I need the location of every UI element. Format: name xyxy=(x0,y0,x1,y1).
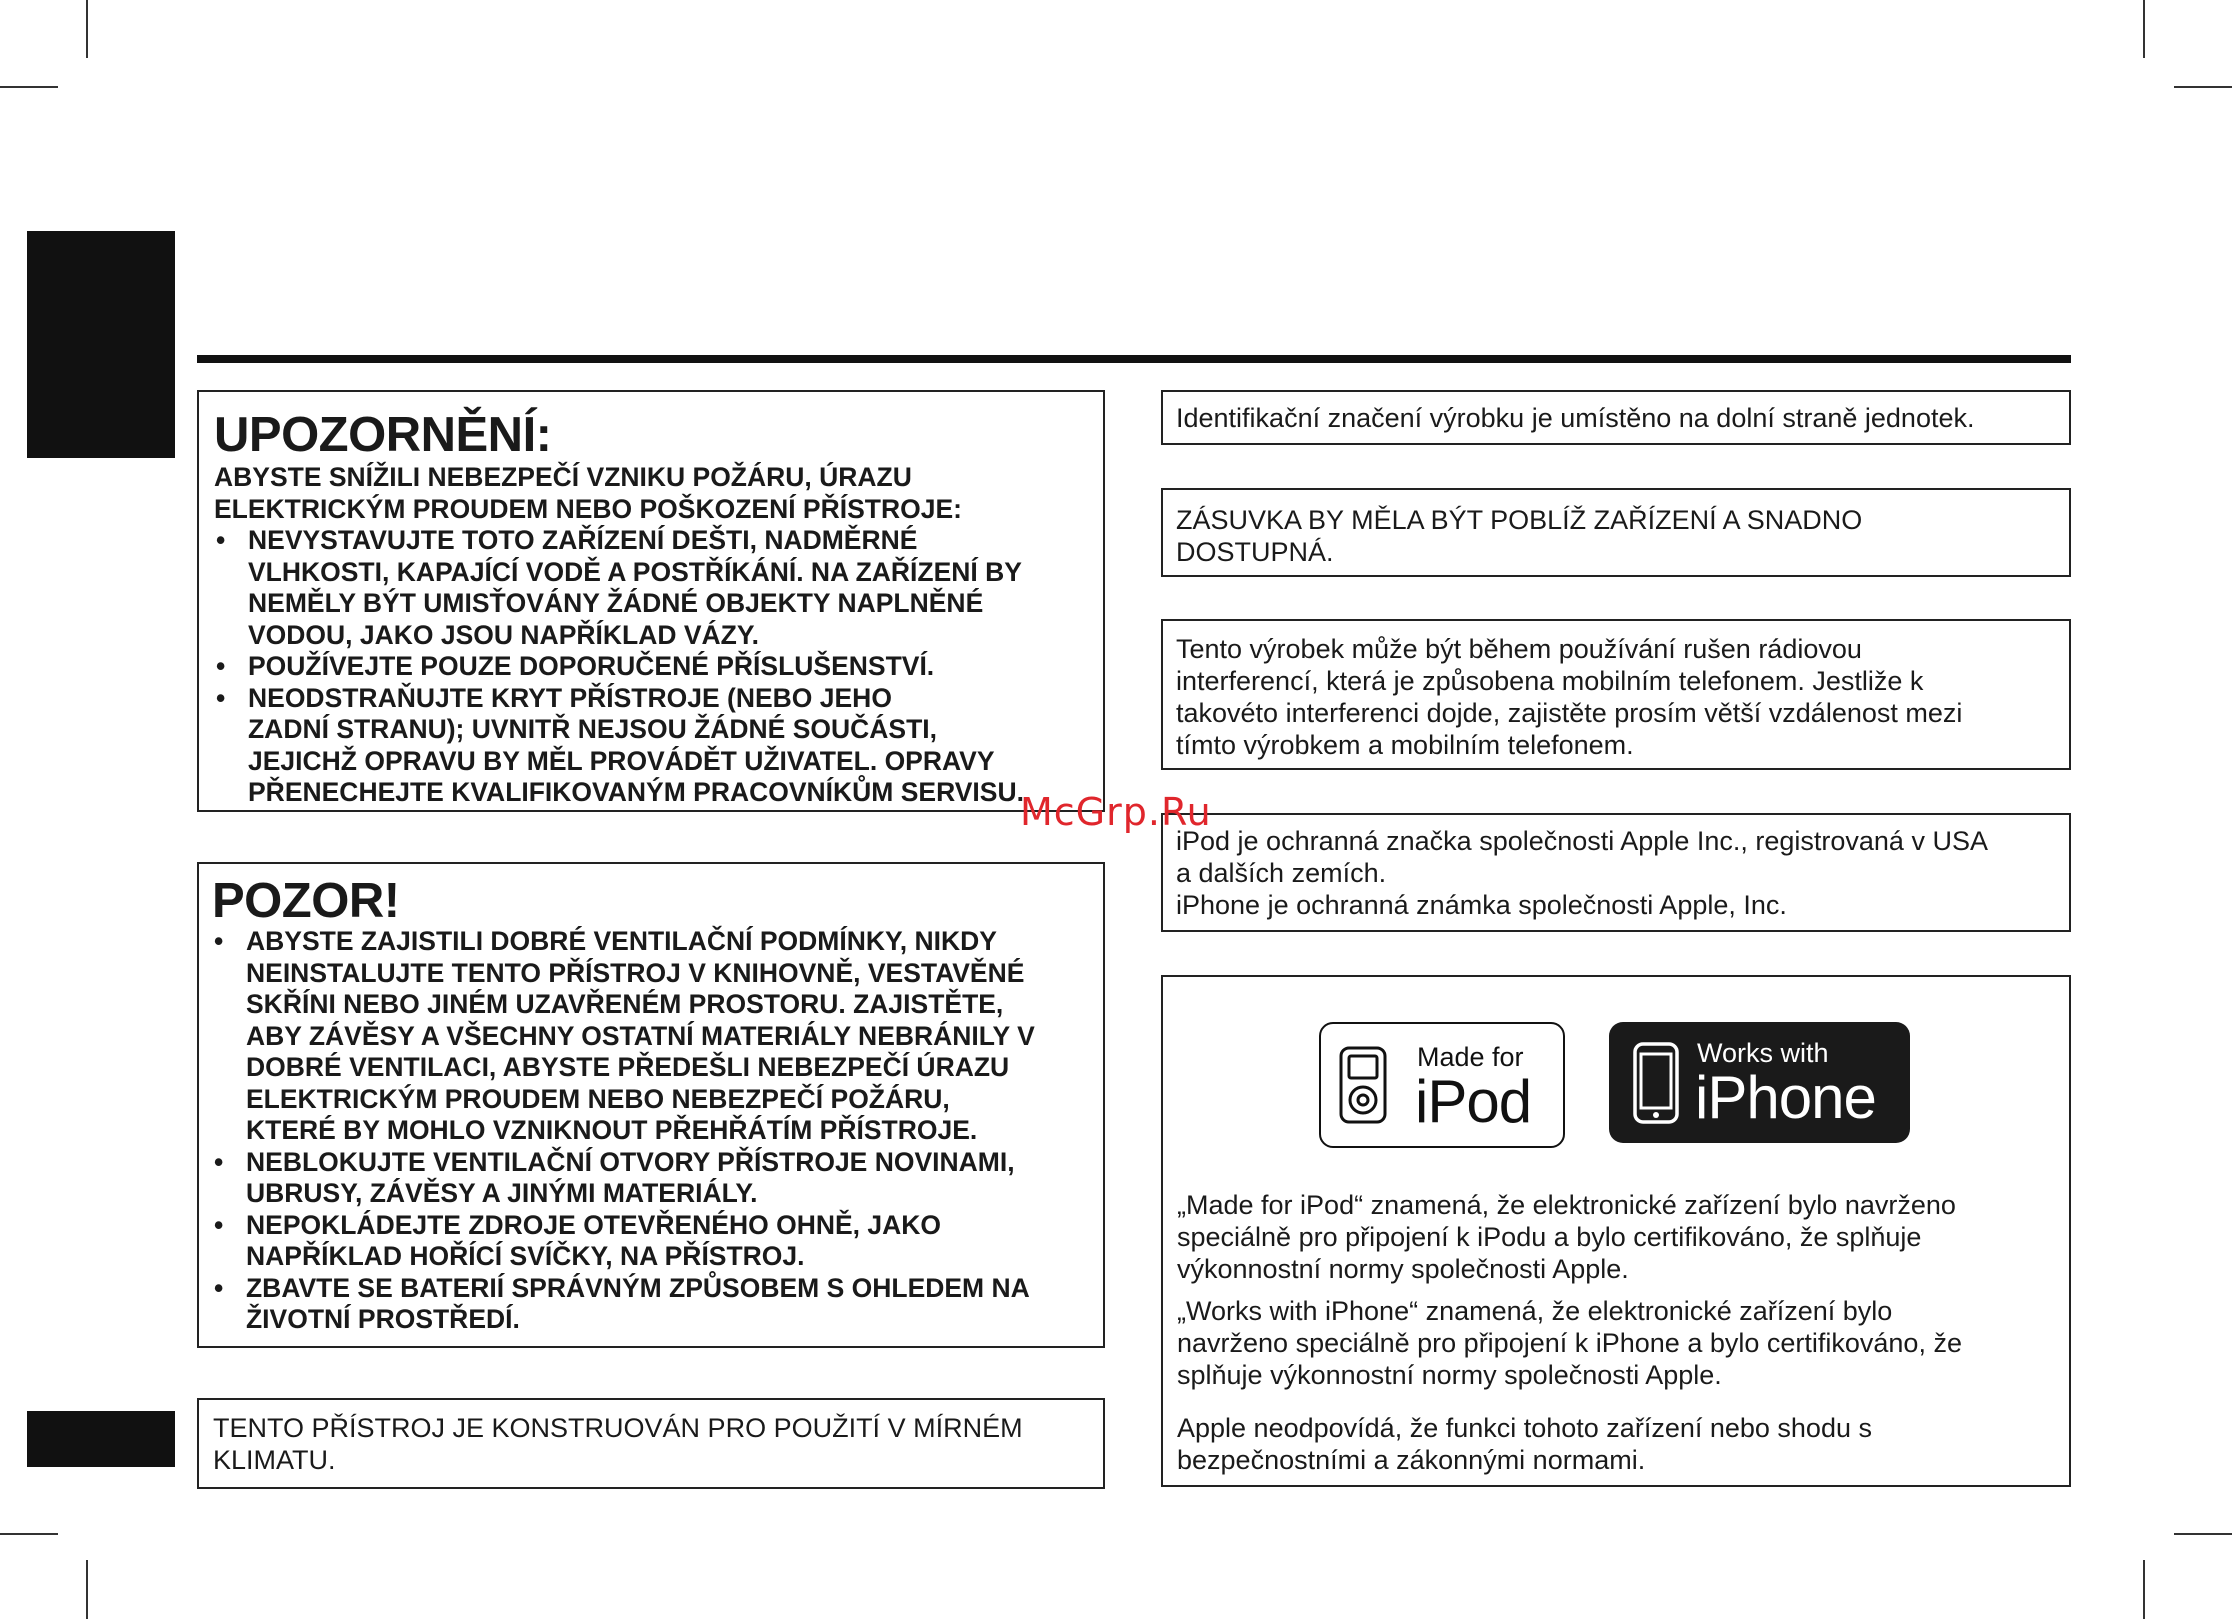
bullet-line: NEMĚLY BÝT UMISŤOVÁNY ŽÁDNÉ OBJEKTY NAPLNĚNÉ xyxy=(248,588,984,618)
iphone-logo-small: Works with xyxy=(1697,1038,1829,1068)
interference-line: takovéto interferenci dojde, zajistěte prosím větší vzdálenost mezi xyxy=(1176,698,1963,728)
bullet-line: • ZBAVTE SE BATERIÍ SPRÁVNÝM ZPŮSOBEM S OHLEDEM NA xyxy=(246,1272,1030,1303)
bullet-line: ELEKTRICKÝM PROUDEM NEBO NEBEZPEČÍ POŽÁRU, xyxy=(246,1083,950,1114)
bullet-line: ABY ZÁVĚSY A VŠECHNY OSTATNÍ MATERIÁLY NEBRÁNILY V xyxy=(246,1020,1035,1051)
identification-text: Identifikační značení výrobku je umístěno na dolní straně jednotek. xyxy=(1176,403,1975,433)
works-with-line: splňuje výkonnostní normy společnosti Apple. xyxy=(1177,1360,1722,1390)
crop-mark xyxy=(0,1533,58,1535)
trademark-line: iPod je ochranná značka společnosti Apple Inc., registrovaná v USA xyxy=(1176,826,1988,856)
trademark-box xyxy=(1161,813,2071,932)
climate-line: KLIMATU. xyxy=(213,1445,336,1475)
interference-line: interferencí, která je způsobena mobilním telefonem. Jestliže k xyxy=(1176,666,1924,696)
watermark: McGrp.Ru xyxy=(1020,790,1212,834)
warning-intro-line: ELEKTRICKÝM PROUDEM NEBO POŠKOZENÍ PŘÍSTROJE: xyxy=(214,493,962,524)
interference-box xyxy=(1161,619,2071,770)
trademark-line: iPhone je ochranná známka společnosti Apple, Inc. xyxy=(1176,890,1787,920)
warning-bullet xyxy=(214,525,1103,651)
bullet-line: KTERÉ BY MOHLO VZNIKNOUT PŘEHŘÁTÍM PŘÍSTROJE. xyxy=(246,1115,978,1145)
bullet-line: • NEVYSTAVUJTE TOTO ZAŘÍZENÍ DEŠTI, NADMĚRNÉ xyxy=(248,525,918,555)
header-rule xyxy=(197,355,2071,363)
caution-bullet xyxy=(212,1273,1103,1336)
crop-mark xyxy=(2143,1560,2145,1619)
bullet-line: • ABYSTE ZAJISTILI DOBRÉ VENTILAČNÍ PODMÍNKY, NIKDY xyxy=(246,926,997,956)
bullet-line: SKŘÍNI NEBO JINÉM UZAVŘENÉM PROSTORU. ZAJISTĚTE, xyxy=(246,989,1004,1019)
crop-mark xyxy=(2143,0,2145,58)
disclaimer-line: bezpečnostními a zákonnými normami. xyxy=(1177,1445,1646,1475)
made-for-line: „Made for iPod“ znamená, že elektronické zařízení bylo navrženo xyxy=(1177,1190,1956,1220)
bullet-line: ZADNÍ STRANU); UVNITŘ NEJSOU ŽÁDNÉ SOUČÁSTI, xyxy=(248,714,938,744)
disclaimer-line: Apple neodpovídá, že funkci tohoto zařízení nebo shodu s xyxy=(1177,1413,1872,1443)
caution-bullet xyxy=(212,926,1103,1147)
bullet-line: • NEBLOKUJTE VENTILAČNÍ OTVORY PŘÍSTROJE NOVINAMI, xyxy=(246,1146,1015,1177)
crop-mark xyxy=(0,86,58,88)
crop-mark xyxy=(86,0,88,58)
side-tab xyxy=(27,231,175,458)
works-with-line: „Works with iPhone“ znamená, že elektronické zařízení bylo xyxy=(1177,1296,1893,1326)
socket-line: DOSTUPNÁ. xyxy=(1176,537,1334,567)
iphone-logo-big: iPhone xyxy=(1695,1064,1876,1131)
warning-title: UPOZORNĚNÍ: xyxy=(214,408,552,462)
made-for-line: výkonnostní normy společnosti Apple. xyxy=(1177,1254,1629,1284)
bullet-line: VLHKOSTI, KAPAJÍCÍ VODĚ A POSTŘÍKÁNÍ. NA ZAŘÍZENÍ BY xyxy=(248,556,1022,587)
warning-box xyxy=(197,390,1105,812)
bullet-line: • POUŽÍVEJTE POUZE DOPORUČENÉ PŘÍSLUŠENSTVÍ. xyxy=(248,651,935,681)
interference-line: Tento výrobek může být během používání rušen rádiovou xyxy=(1176,634,1862,664)
identification-box xyxy=(1161,390,2071,445)
ipod-logo-big: iPod xyxy=(1415,1068,1532,1135)
page-number-tab xyxy=(27,1411,175,1467)
bullet-line: NEINSTALUJTE TENTO PŘÍSTROJ V KNIHOVNĚ, VESTAVĚNÉ xyxy=(246,957,1025,988)
iphone-icon xyxy=(1633,1042,1679,1124)
caution-bullet xyxy=(212,1210,1103,1273)
warning-bullet xyxy=(214,651,1103,683)
caution-title: POZOR! xyxy=(212,874,400,928)
caution-bullet xyxy=(212,1147,1103,1210)
bullet-line: VODOU, JAKO JSOU NAPŘÍKLAD VÁZY. xyxy=(248,619,759,650)
socket-box xyxy=(1161,488,2071,577)
bullet-line: UBRUSY, ZÁVĚSY A JINÝMI MATERIÁLY. xyxy=(246,1178,758,1208)
crop-mark xyxy=(2174,1533,2232,1535)
made-for-line: speciálně pro připojení k iPodu a bylo certifikováno, že splňuje xyxy=(1177,1222,1922,1252)
bullet-line: • NEODSTRAŇUJTE KRYT PŘÍSTROJE (NEBO JEHO xyxy=(248,682,892,713)
climate-box xyxy=(197,1398,1105,1489)
warning-bullet xyxy=(214,683,1103,809)
bullet-line: JEJICHŽ OPRAVU BY MĚL PROVÁDĚT UŽIVATEL. OPRAVY xyxy=(248,745,995,776)
bullet-line: PŘENECHEJTE KVALIFIKOVANÝM PRACOVNÍKŮM SERVISU. xyxy=(248,777,1024,807)
caution-box xyxy=(197,862,1105,1348)
crop-mark xyxy=(86,1560,88,1619)
bullet-line: • NEPOKLÁDEJTE ZDROJE OTEVŘENÉHO OHNĚ, JAKO xyxy=(246,1209,941,1240)
warning-intro-line: ABYSTE SNÍŽILI NEBEZPEČÍ VZNIKU POŽÁRU, ÚRAZU xyxy=(214,462,912,492)
ipod-icon xyxy=(1339,1046,1387,1124)
bullet-line: NAPŘÍKLAD HOŘÍCÍ SVÍČKY, NA PŘÍSTROJ. xyxy=(246,1241,805,1271)
trademark-line: a dalších zemích. xyxy=(1176,858,1387,888)
bullet-line: DOBRÉ VENTILACI, ABYSTE PŘEDEŠLI NEBEZPEČÍ ÚRAZU xyxy=(246,1052,1010,1082)
disclaimer-text xyxy=(1177,1412,1872,1476)
bullet-line: ŽIVOTNÍ PROSTŘEDÍ. xyxy=(246,1304,520,1334)
socket-line: ZÁSUVKA BY MĚLA BÝT POBLÍŽ ZAŘÍZENÍ A SNADNO xyxy=(1176,505,1863,535)
interference-line: tímto výrobkem a mobilním telefonem. xyxy=(1176,730,1634,760)
caution-text xyxy=(212,926,1103,1336)
ipod-logo-small: Made for xyxy=(1417,1042,1524,1072)
works-with-iphone-logo xyxy=(1609,1022,1910,1143)
warning-text xyxy=(214,462,1103,809)
apple-box xyxy=(1161,975,2071,1487)
climate-line: TENTO PŘÍSTROJ JE KONSTRUOVÁN PRO POUŽITÍ V MÍRNÉM xyxy=(213,1413,1023,1443)
crop-mark xyxy=(2174,86,2232,88)
works-with-line: navrženo speciálně pro připojení k iPhone a bylo certifikováno, že xyxy=(1177,1328,1962,1358)
works-with-iphone-text xyxy=(1177,1295,1962,1391)
made-for-ipod-text xyxy=(1177,1189,1956,1285)
made-for-ipod-logo xyxy=(1319,1022,1565,1148)
